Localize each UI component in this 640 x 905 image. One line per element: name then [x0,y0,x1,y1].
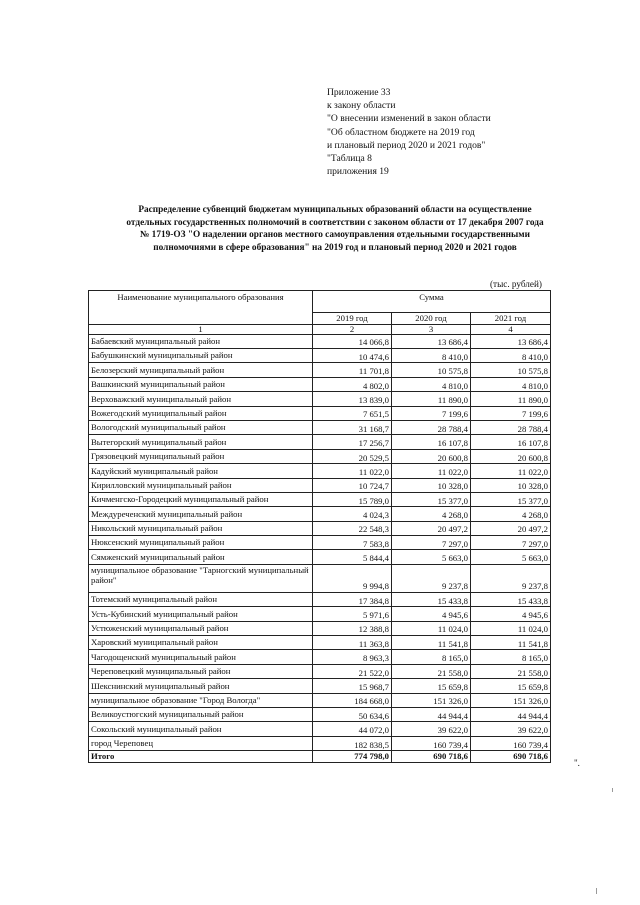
row-value-2021: 10 575,8 [471,363,551,377]
table-row [89,664,551,678]
table-row [89,492,551,506]
row-value-2020: 11 541,8 [392,636,471,650]
row-value-2020: 4 268,0 [392,507,471,521]
row-value-2019: 8 963,3 [313,650,392,664]
row-value-2021: 15 659,8 [471,679,551,693]
row-value-2019: 21 522,0 [313,664,392,678]
row-value-2019: 17 384,8 [313,592,392,606]
row-value-2019: 20 529,5 [313,449,392,463]
table-row [89,636,551,650]
row-value-2019: 50 634,6 [313,707,392,721]
row-value-2021: 39 622,0 [471,722,551,736]
row-value-2020: 11 022,0 [392,464,471,478]
row-value-2020: 9 237,8 [392,564,471,592]
annex-line: "О внесении изменений в закон области [327,113,491,125]
header-year-2020: 2020 год [392,313,471,325]
row-value-2019: 7 651,5 [313,406,392,420]
row-value-2020: 10 328,0 [392,478,471,492]
row-value-2021: 20 497,2 [471,521,551,535]
row-value-2019: 14 066,8 [313,334,392,348]
row-value-2019: 10 474,6 [313,348,392,362]
row-value-2021: 160 739,4 [471,736,551,750]
row-value-2021: 4 810,0 [471,377,551,391]
row-value-2019: 44 072,0 [313,722,392,736]
table-row [89,521,551,535]
row-value-2021: 11 541,8 [471,636,551,650]
row-name: Бабушкинский муниципальный район [89,348,313,362]
row-value-2020: 44 944,4 [392,707,471,721]
row-value-2021: 16 107,8 [471,435,551,449]
row-name: Кичменгско-Городецкий муниципальный район [89,492,313,506]
row-name: Никольский муниципальный район [89,521,313,535]
row-name: Верховажский муниципальный район [89,392,313,406]
row-value-2021: 11 890,0 [471,392,551,406]
annex-line: "Об областном бюджете на 2019 год [327,126,475,138]
row-value-2020: 28 788,4 [392,420,471,434]
row-name: Грязовецкий муниципальный район [89,449,313,463]
row-value-2020: 16 107,8 [392,435,471,449]
row-name: Сокольский муниципальный район [89,722,313,736]
annex-line: и плановый период 2020 и 2021 годов" [327,139,486,151]
annex-line: к закону области [327,100,396,112]
row-name: Шекснинский муниципальный район [89,679,313,693]
row-value-2021: 8 410,0 [471,348,551,362]
row-value-2019: 4 802,0 [313,377,392,391]
table-row [89,420,551,434]
row-name: Кадуйский муниципальный район [89,464,313,478]
row-value-2020: 7 297,0 [392,536,471,550]
column-number: 1 [89,324,313,334]
row-value-2021: 13 686,4 [471,334,551,348]
table-row [89,478,551,492]
row-value-2020: 15 659,8 [392,679,471,693]
closing-quote: ". [574,758,580,768]
row-value-2020: 8 410,0 [392,348,471,362]
row-name: Кирилловский муниципальный район [89,478,313,492]
total-value-2021: 690 718,6 [471,751,551,763]
row-name: Вологодский муниципальный район [89,420,313,434]
table-row [89,707,551,721]
document-title [70,204,600,254]
row-value-2021: 28 788,4 [471,420,551,434]
row-name: Харовский муниципальный район [89,636,313,650]
scan-mark [596,888,597,894]
table-row [89,679,551,693]
row-value-2019: 9 994,8 [313,564,392,592]
row-name: Тотемский муниципальный район [89,592,313,606]
table-row [89,592,551,606]
table-row [89,334,551,348]
row-name: Устюженский муниципальный район [89,621,313,635]
table-row [89,464,551,478]
table-row [89,722,551,736]
column-number: 4 [471,324,551,334]
title-line: отдельных государственных полномочий в соответствии с законом области от 17 декабря 2007 года [126,217,544,228]
table-row [89,550,551,564]
row-value-2021: 44 944,4 [471,707,551,721]
row-value-2021: 9 237,8 [471,564,551,592]
row-value-2020: 151 326,0 [392,693,471,707]
row-value-2020: 11 024,0 [392,621,471,635]
row-name: Череповецкий муниципальный район [89,664,313,678]
total-value-2019: 774 798,0 [313,751,392,763]
row-name: Великоустюгский муниципальный район [89,707,313,721]
row-value-2019: 13 839,0 [313,392,392,406]
annex-header [327,86,491,178]
row-name: Вожегодский муниципальный район [89,406,313,420]
row-name: Вашкинский муниципальный район [89,377,313,391]
row-name: Нюксенский муниципальный район [89,536,313,550]
row-name: Белозерский муниципальный район [89,363,313,377]
row-value-2021: 11 022,0 [471,464,551,478]
row-value-2021: 8 165,0 [471,650,551,664]
row-value-2021: 21 558,0 [471,664,551,678]
table-row [89,449,551,463]
units-label: (тыс. рублей) [490,279,542,289]
row-value-2021: 15 433,8 [471,592,551,606]
subvention-table [88,290,551,763]
total-value-2020: 690 718,6 [392,751,471,763]
row-value-2019: 15 968,7 [313,679,392,693]
table-row [89,736,551,750]
header-sum: Сумма [313,291,551,313]
header-year-2019: 2019 год [313,313,392,325]
row-value-2019: 5 971,6 [313,607,392,621]
row-value-2020: 4 945,6 [392,607,471,621]
row-value-2019: 11 363,8 [313,636,392,650]
row-value-2021: 4 268,0 [471,507,551,521]
row-value-2020: 160 739,4 [392,736,471,750]
table-row [89,693,551,707]
row-name: муниципальное образование "Город Вологда" [89,693,313,707]
row-value-2021: 7 297,0 [471,536,551,550]
row-value-2019: 12 388,8 [313,621,392,635]
row-value-2019: 10 724,7 [313,478,392,492]
row-value-2019: 15 789,0 [313,492,392,506]
total-label: Итого [89,751,313,763]
row-name: город Череповец [89,736,313,750]
table-row [89,377,551,391]
row-value-2021: 7 199,6 [471,406,551,420]
row-value-2019: 5 844,4 [313,550,392,564]
row-name: Междуреченский муниципальный район [89,507,313,521]
row-value-2020: 39 622,0 [392,722,471,736]
row-value-2020: 21 558,0 [392,664,471,678]
row-value-2019: 7 583,8 [313,536,392,550]
row-name: Усть-Кубинский муниципальный район [89,607,313,621]
title-line: № 1719-ОЗ "О наделении органов местного самоуправления отдельными государственными [140,230,530,241]
table-row [89,650,551,664]
row-name: Сямженский муниципальный район [89,550,313,564]
column-number: 2 [313,324,392,334]
scan-mark [612,788,613,792]
row-value-2021: 15 377,0 [471,492,551,506]
title-line: Распределение субвенций бюджетам муниципальных образований области на осуществление [138,205,532,215]
table-row [89,621,551,635]
table-row [89,348,551,362]
row-value-2019: 22 548,3 [313,521,392,535]
row-value-2021: 151 326,0 [471,693,551,707]
table-row [89,392,551,406]
row-name: муниципальное образование "Тарногский муниципальный район" [89,564,313,592]
annex-line: приложения 19 [327,166,389,178]
table-row [89,406,551,420]
row-value-2019: 11 701,8 [313,363,392,377]
total-row [89,751,551,763]
header-name: Наименование муниципального образования [89,291,313,325]
row-value-2020: 10 575,8 [392,363,471,377]
row-value-2020: 11 890,0 [392,392,471,406]
row-value-2019: 17 256,7 [313,435,392,449]
row-value-2020: 15 433,8 [392,592,471,606]
row-name: Бабаевский муниципальный район [89,334,313,348]
row-value-2020: 7 199,6 [392,406,471,420]
row-value-2021: 5 663,0 [471,550,551,564]
row-value-2020: 20 497,2 [392,521,471,535]
row-value-2019: 4 024,3 [313,507,392,521]
table-row [89,564,551,592]
row-value-2020: 15 377,0 [392,492,471,506]
row-value-2020: 4 810,0 [392,377,471,391]
table-row [89,536,551,550]
row-value-2021: 4 945,6 [471,607,551,621]
table-row [89,507,551,521]
row-value-2019: 11 022,0 [313,464,392,478]
table-row [89,435,551,449]
row-value-2019: 182 838,5 [313,736,392,750]
column-number: 3 [392,324,471,334]
row-value-2020: 13 686,4 [392,334,471,348]
row-value-2019: 184 668,0 [313,693,392,707]
header-year-2021: 2021 год [471,313,551,325]
row-name: Вытегорский муниципальный район [89,435,313,449]
title-line: полномочиями в сфере образования" на 2019 год и плановый период 2020 и 2021 годов [153,242,517,253]
row-value-2021: 11 024,0 [471,621,551,635]
table-row [89,607,551,621]
table-row [89,363,551,377]
row-value-2019: 31 168,7 [313,420,392,434]
annex-line: Приложение 33 [327,87,391,98]
row-value-2021: 10 328,0 [471,478,551,492]
row-value-2020: 8 165,0 [392,650,471,664]
row-value-2020: 5 663,0 [392,550,471,564]
annex-line: "Таблица 8 [327,153,372,165]
row-value-2021: 20 600,8 [471,449,551,463]
row-name: Чагодощенский муниципальный район [89,650,313,664]
row-value-2020: 20 600,8 [392,449,471,463]
